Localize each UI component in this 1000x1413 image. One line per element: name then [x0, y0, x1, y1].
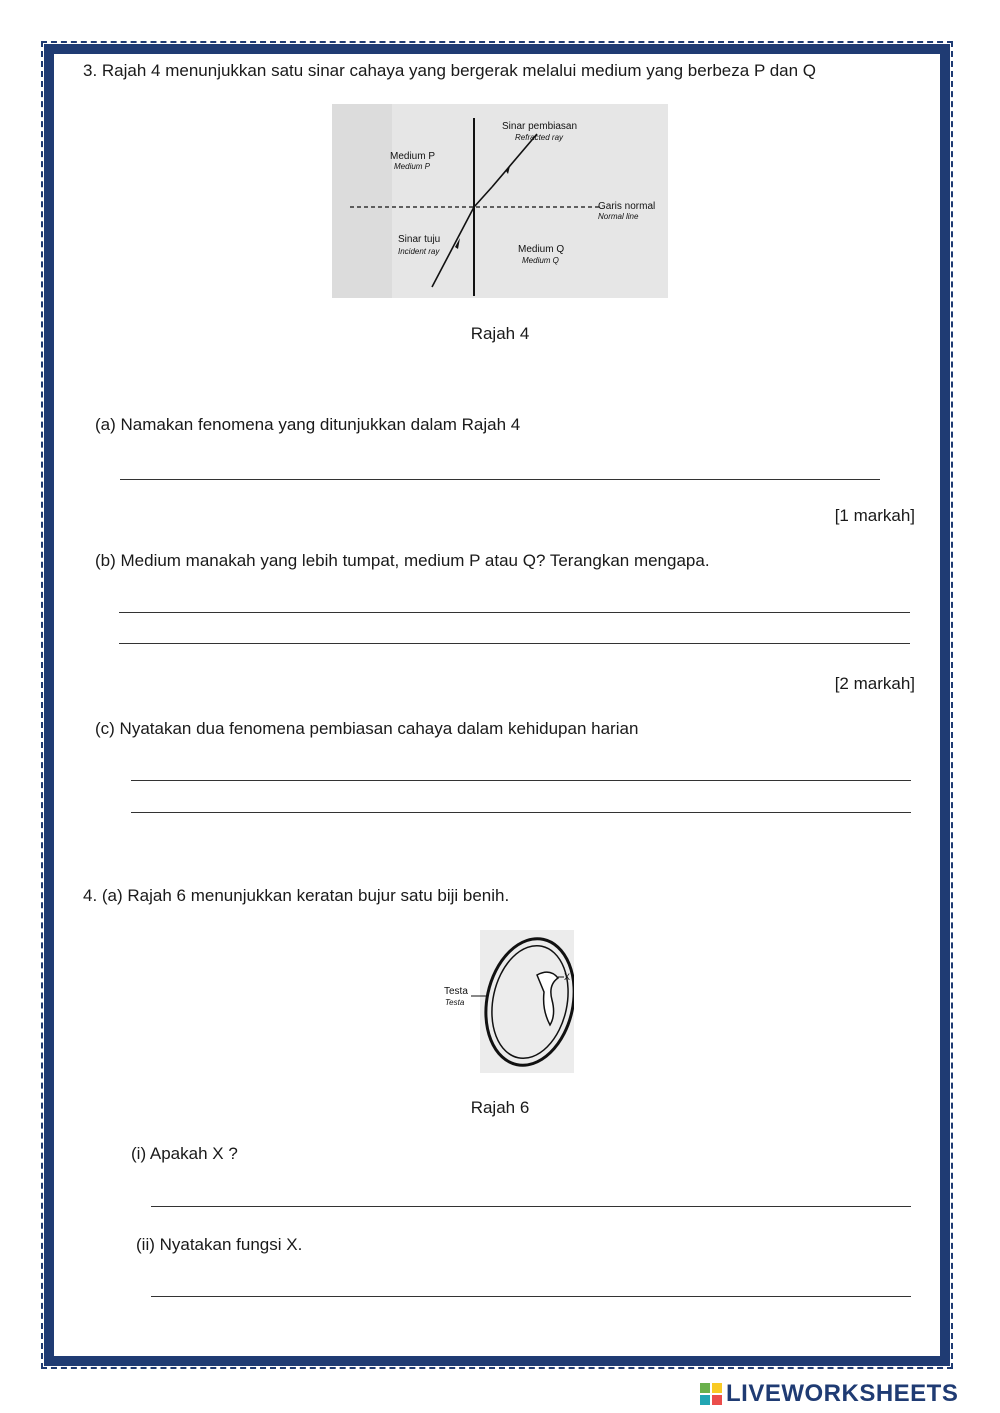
q3c-answer-line-1[interactable]	[131, 780, 911, 781]
label-testa-ms: Testa	[444, 986, 468, 997]
rajah-6-figure	[440, 930, 574, 1073]
liveworksheets-logo-icon	[700, 1383, 722, 1405]
q3b-answer-line-2[interactable]	[119, 643, 910, 644]
rajah-4-figure	[332, 104, 668, 298]
q3b-text: (b) Medium manakah yang lebih tumpat, medium P atau Q? Terangkan mengapa.	[95, 551, 710, 570]
label-refracted-en: Refracted ray	[515, 133, 564, 142]
q3b-answer-line-1[interactable]	[119, 612, 910, 613]
q3c-answer-line-2[interactable]	[131, 812, 911, 813]
q3b-marks: [2 markah]	[834, 674, 915, 693]
label-medium-q-ms: Medium Q	[518, 244, 565, 255]
label-normal-ms: Garis normal	[598, 201, 656, 212]
label-medium-q-en: Medium Q	[522, 256, 559, 265]
rajah-6-caption: Rajah 6	[470, 1098, 530, 1117]
q4-stem: 4. (a) Rajah 6 menunjukkan keratan bujur satu biji benih.	[83, 886, 510, 905]
label-normal-en: Normal line	[598, 212, 639, 221]
q4ii-text: (ii) Nyatakan fungsi X.	[136, 1235, 303, 1254]
q3-stem: 3. Rajah 4 menunjukkan satu sinar cahaya yang bergerak melalui medium yang berbeza P dan Q	[83, 61, 817, 80]
label-medium-p-ms: Medium P	[390, 151, 436, 162]
q4i-text: (i) Apakah X ?	[131, 1144, 238, 1163]
label-x: X	[564, 972, 571, 982]
label-medium-p-en: Medium P	[394, 162, 431, 171]
liveworksheets-logo	[700, 1380, 958, 1408]
q4i-answer-line[interactable]	[151, 1206, 911, 1207]
q4ii-answer-line[interactable]	[151, 1296, 911, 1297]
q3c-text: (c) Nyatakan dua fenomena pembiasan cahaya dalam kehidupan harian	[95, 719, 639, 738]
q3a-text: (a) Namakan fenomena yang ditunjukkan dalam Rajah 4	[95, 415, 521, 434]
label-testa-en: Testa	[445, 998, 465, 1007]
rajah-4-caption: Rajah 4	[470, 324, 530, 343]
label-refracted-ms: Sinar pembiasan	[502, 121, 578, 132]
label-incident-ms: Sinar tuju	[398, 234, 441, 245]
liveworksheets-brand-text: LIVEWORKSHEETS	[726, 1380, 959, 1407]
label-incident-en: Incident ray	[398, 247, 440, 256]
q3a-answer-line[interactable]	[120, 479, 880, 480]
q3a-marks: [1 markah]	[834, 506, 915, 525]
